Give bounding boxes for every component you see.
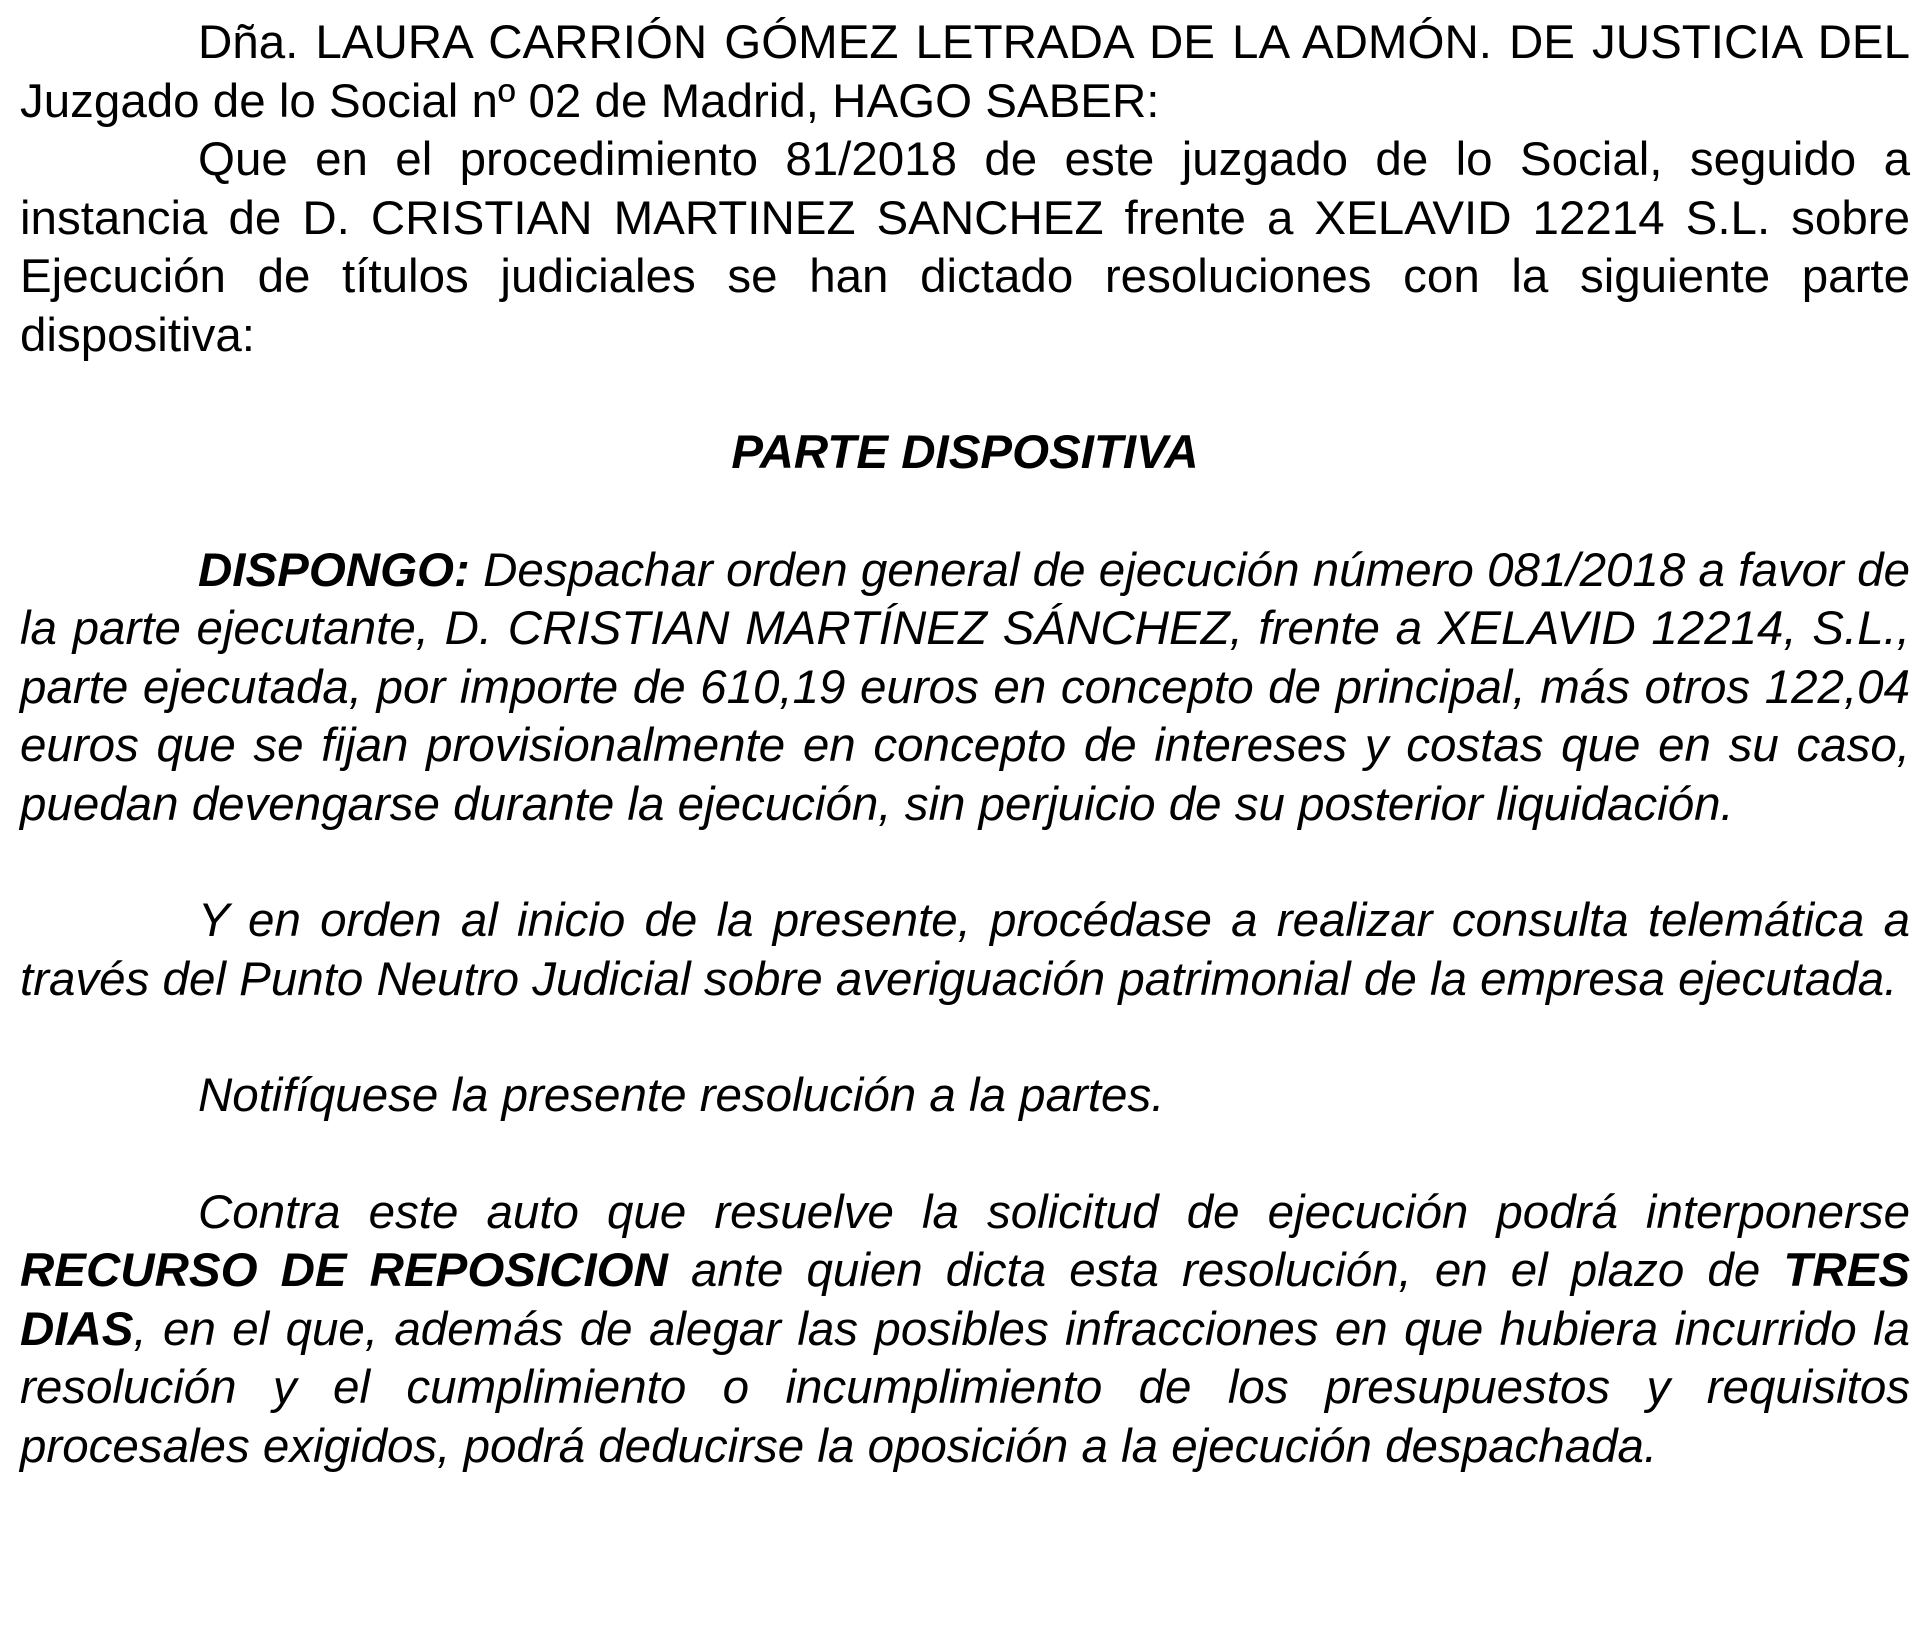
recurso-paragraph (20, 1184, 1910, 1477)
recurso-text-3: , en el que, además de alegar las posibles infracciones en que hubiera incurrido la resolución y el cumplimiento o incumplimiento de los presupuestos y requisitos procesales exigidos, podrá deducirse la oposición a la ejecución despachada. (20, 1302, 1910, 1473)
dispongo-text: Despachar orden general de ejecución número 081/2018 a favor de la parte ejecutante, D. CRISTIAN MARTÍNEZ SÁNCHEZ, frente a XELAVID 12214, S.L., parte ejecutada, por importe de 610,19 euros en concepto de principal, más otros 122,04 euros que se fijan provisionalmente en concepto de intereses y costas que en su caso, puedan devengarse durante la ejecución, sin perjuicio de su posterior liquidación. (20, 543, 1910, 831)
section-heading-text: PARTE DISPOSITIVA (731, 426, 1199, 479)
intro-paragraph (20, 14, 1910, 131)
recurso-text-2: ante quien dicta esta resolución, en el plazo de (667, 1244, 1784, 1297)
dispongo-label: DISPONGO: (198, 543, 470, 597)
consulta-text: Y en orden al inicio de la presente, procédase a realizar consulta telemática a través del Punto Neutro Judicial sobre averiguación patrimonial de la empresa ejecutada. (20, 894, 1910, 1006)
procedure-paragraph (20, 131, 1910, 365)
recurso-text-1: Contra este auto que resuelve la solicitud de ejecución podrá interponerse (198, 1185, 1910, 1239)
intro-text: Dña. LAURA CARRIÓN GÓMEZ LETRADA DE LA ADMÓN. DE JUSTICIA DEL Juzgado de lo Social nº 02 de Madrid, HAGO SABER: (20, 16, 1910, 128)
recurso-reposicion-label: RECURSO DE REPOSICION (20, 1244, 668, 1297)
procedure-text: Que en el procedimiento 81/2018 de este juzgado de lo Social, seguido a instancia de D. CRISTIAN MARTINEZ SANCHEZ frente a XELAVID 12214 S.L. sobre Ejecución de títulos judiciales se han dictado resoluciones con la siguiente parte dispositiva: (20, 133, 1910, 362)
consulta-paragraph (20, 892, 1910, 1009)
notifiquese-text: Notifíquese la presente resolución a la partes. (198, 1069, 1165, 1122)
tres-dias-label: TRES DIAS (20, 1244, 1910, 1356)
dispongo-paragraph (20, 542, 1910, 835)
notifiquese-paragraph (20, 1067, 1910, 1126)
section-heading (20, 424, 1910, 483)
